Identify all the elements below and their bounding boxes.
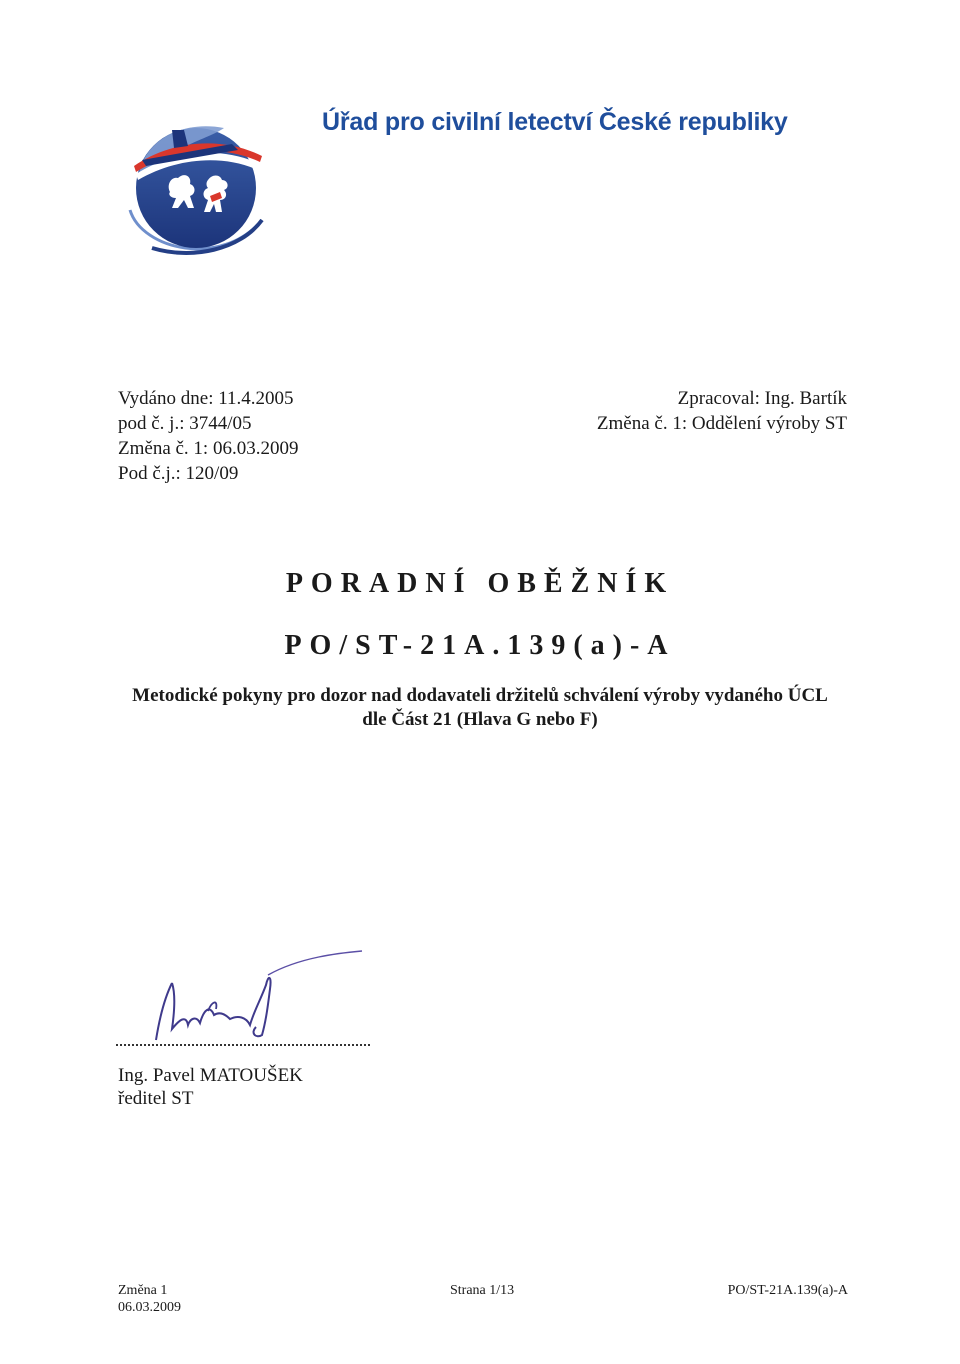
issue-metadata: [118, 386, 298, 486]
signature-line: [116, 1044, 370, 1046]
footer-change-info: [118, 1282, 181, 1316]
change-department: Změna č. 1: Oddělení výroby ST: [596, 413, 847, 434]
footer-page-number: Strana 1/13: [450, 1283, 515, 1298]
footer-document-ref: PO/ST-21A.139(a)-A: [727, 1283, 848, 1298]
caa-emblem-icon: [112, 100, 272, 260]
reference-number: pod č. j.: 3744/05: [118, 413, 252, 434]
prepared-by: Zpracoval: Ing. Bartík: [677, 388, 847, 409]
footer-change: Změna 1: [118, 1283, 168, 1298]
author-metadata: [597, 386, 847, 436]
signatory-role: ředitel ST: [118, 1088, 194, 1109]
change-reference: Pod č.j.: 120/09: [118, 463, 239, 484]
issue-date: Vydáno dne: 11.4.2005: [118, 388, 294, 409]
document-type: PORADNÍ OBĚŽNÍK: [285, 568, 675, 599]
change-date: Změna č. 1: 06.03.2009: [118, 438, 299, 459]
organization-name: Úřad pro civilní letectví České republiky: [322, 108, 788, 136]
handwritten-signature-icon: [150, 945, 370, 1055]
signature: [150, 945, 370, 1055]
subject-line-1: Metodické pokyny pro dozor nad dodavateli držitelů schválení výroby vydaného ÚCL: [132, 685, 828, 706]
subject-line-2: dle Část 21 (Hlava G nebo F): [362, 709, 598, 730]
footer-date: 06.03.2009: [118, 1300, 181, 1315]
signatory-name: Ing. Pavel MATOUŠEK: [118, 1065, 303, 1086]
caa-logo: [112, 100, 272, 260]
document-number: PO/ST-21A.139(a)-A: [284, 630, 676, 661]
document-subject: [80, 684, 880, 732]
